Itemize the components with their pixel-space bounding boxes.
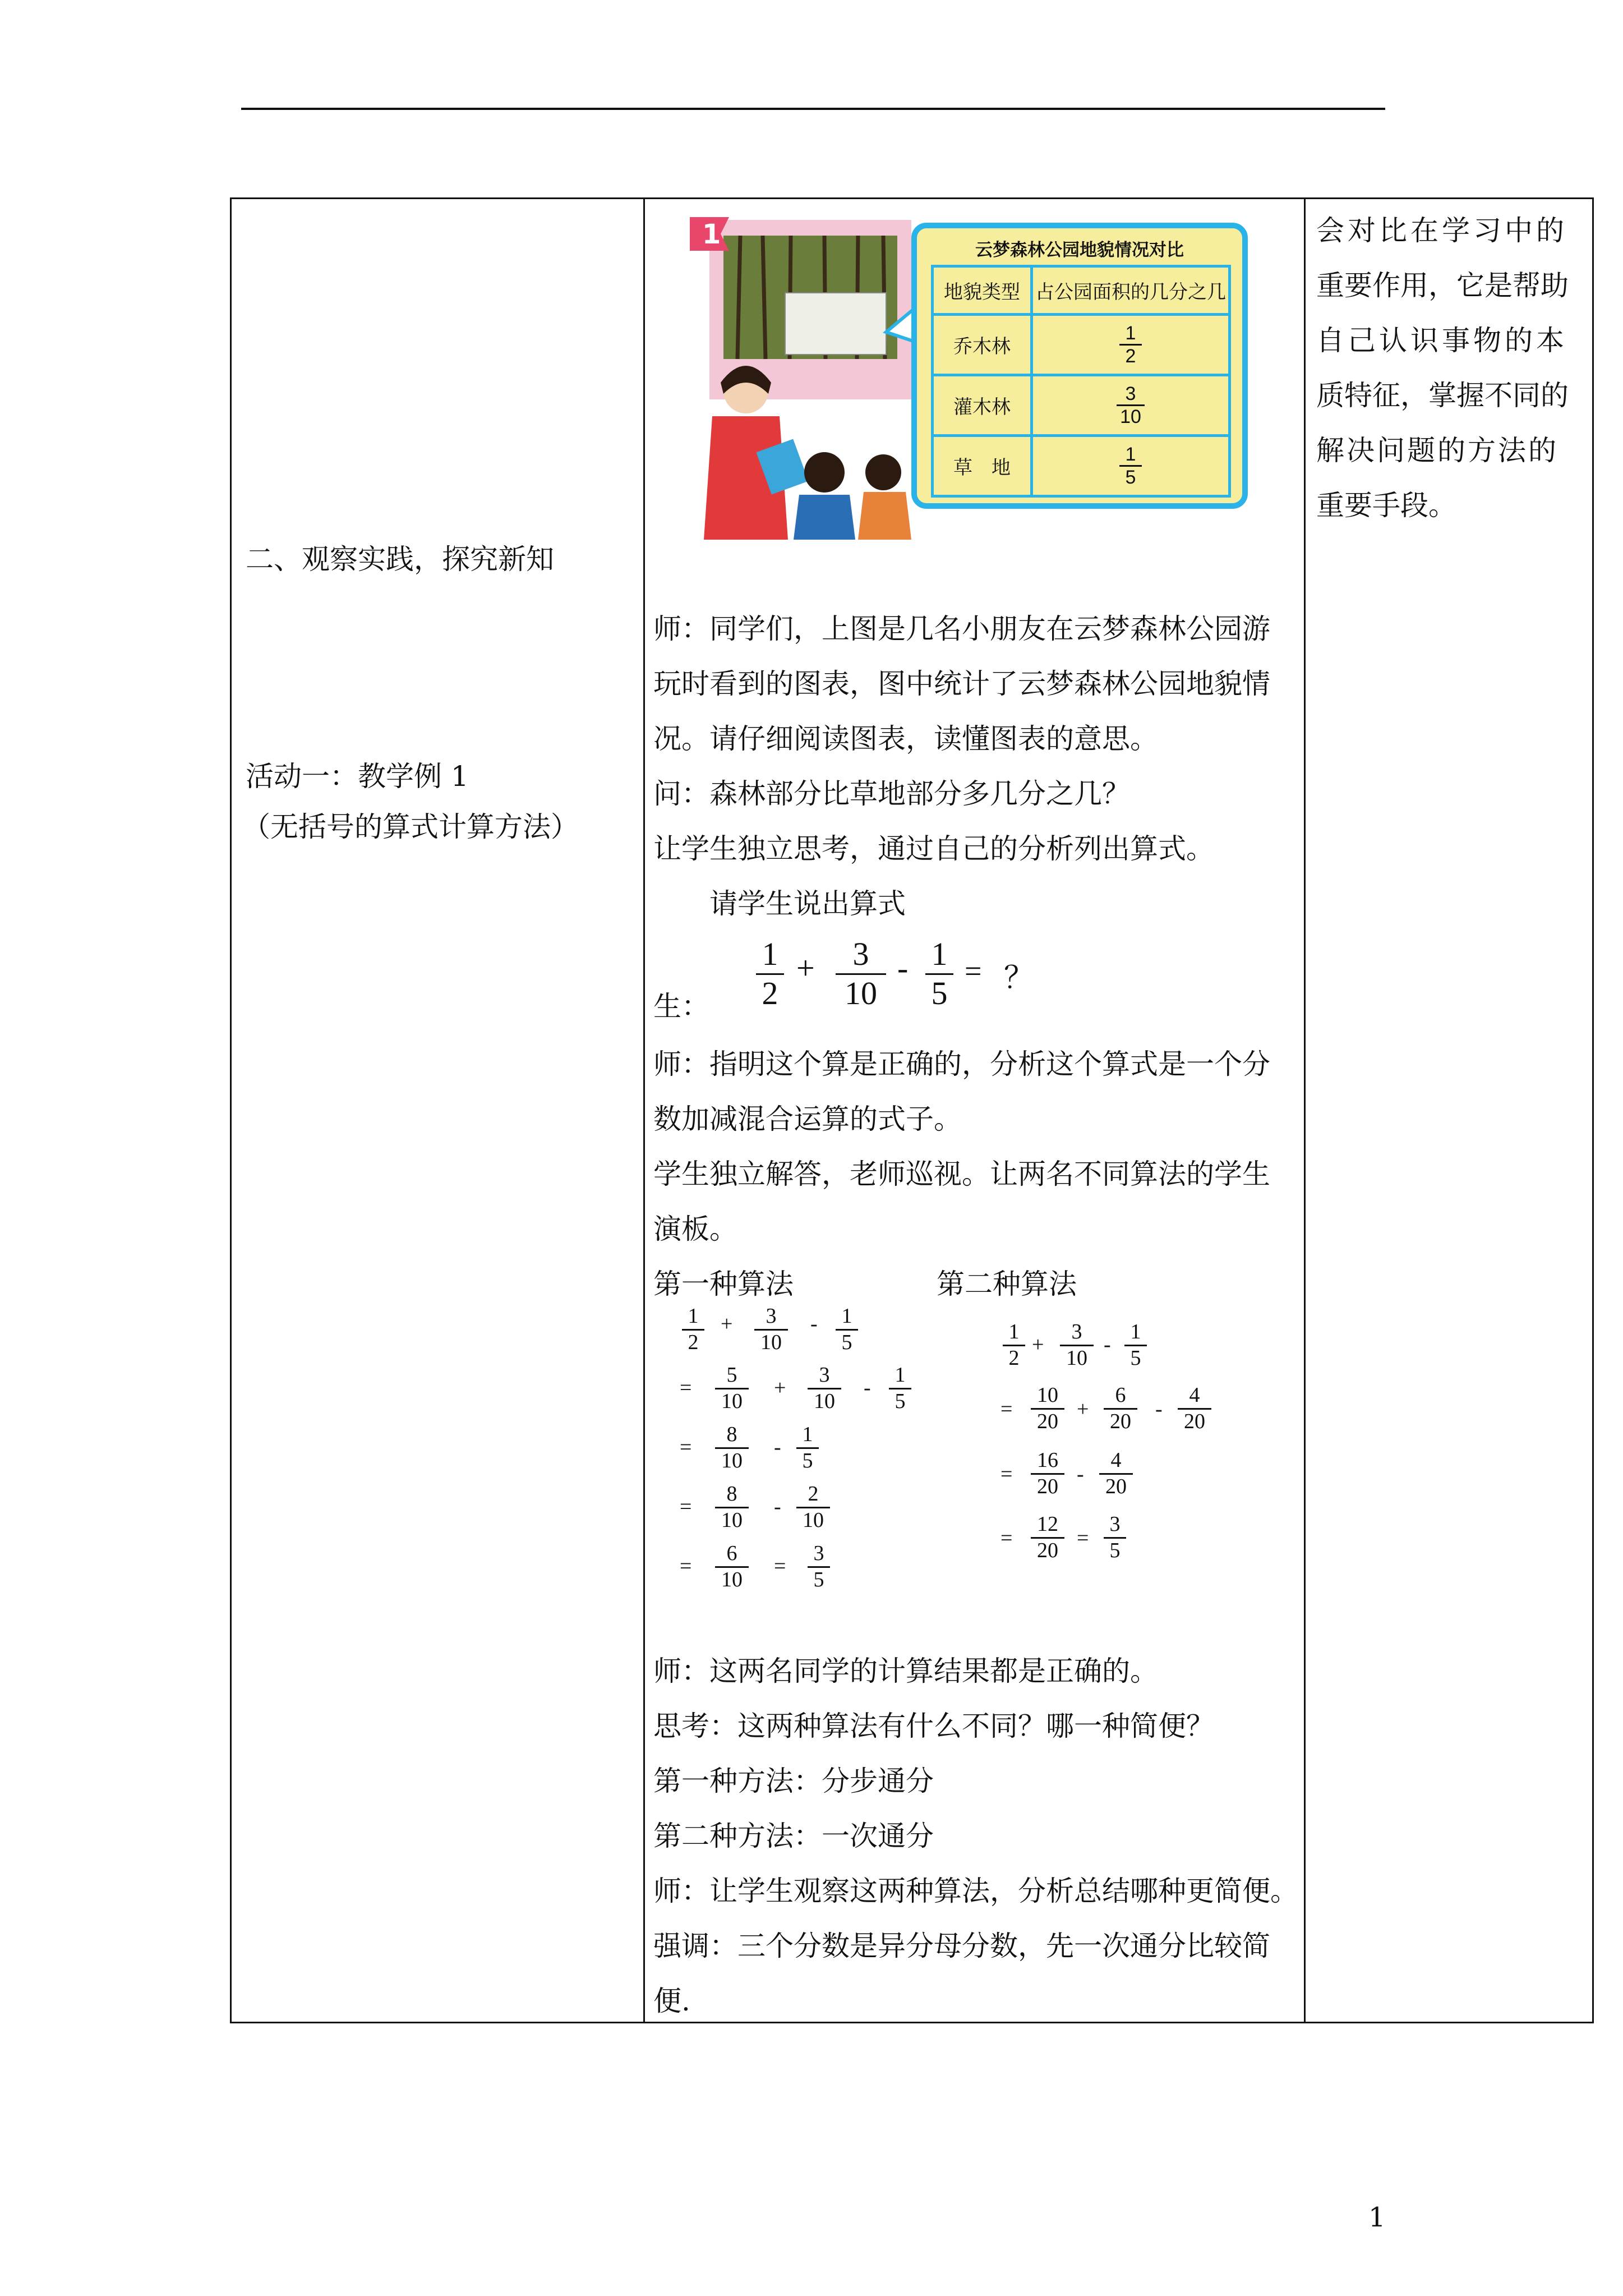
right-line: 重要手段。: [1316, 489, 1456, 522]
fraction: [1124, 1320, 1147, 1370]
right-line: 自己认识事物的本: [1316, 324, 1567, 357]
math-operator: -: [1104, 1333, 1111, 1356]
think-question: 思考：这两种算法有什么不同？哪一种简便？: [653, 1710, 1214, 1742]
table-cell-type: 灌木林: [933, 375, 1032, 436]
column-divider-2: [1304, 199, 1306, 2022]
practice-line-1: 学生独立解答，老师巡视。让两名不同算法的学生: [653, 1158, 1270, 1190]
teacher-line-2: 玩时看到的图表，图中统计了云梦森林公园地貌情: [653, 668, 1270, 700]
fraction-denominator: 5: [1130, 1346, 1141, 1370]
fraction: [1104, 1383, 1137, 1434]
instruction-text: 让学生独立思考，通过自己的分析列出算式。: [653, 832, 1214, 865]
fraction-denominator: 5: [1125, 467, 1136, 488]
fraction-numerator: 1: [1125, 323, 1136, 344]
fraction-numerator: 1: [1008, 1320, 1020, 1343]
fraction-numerator: 12: [1037, 1512, 1058, 1536]
math-operator: +: [1032, 1333, 1044, 1356]
girl-head: [865, 454, 901, 490]
fraction-denominator: 5: [841, 1330, 852, 1354]
section-title: 二、观察实践，探究新知: [246, 543, 554, 576]
math-operator: =: [680, 1376, 692, 1400]
fraction-denominator: 10: [814, 1389, 835, 1413]
fraction: [1060, 1320, 1094, 1370]
math-operator: -: [774, 1435, 781, 1459]
table-cell-fraction: [1032, 315, 1230, 375]
chart-table-title: 云梦森林公园地貌情况对比: [975, 240, 1184, 260]
fraction: [715, 1363, 749, 1414]
fraction-denominator: 20: [1105, 1474, 1127, 1498]
fraction: [1031, 1383, 1064, 1434]
practice-line-2: 演板。: [653, 1213, 737, 1245]
column-divider-1: [643, 199, 645, 2022]
fraction-denominator: 2: [1125, 346, 1136, 367]
right-line: 重要作用，它是帮助: [1316, 269, 1569, 302]
fraction-numerator: 3: [819, 1363, 830, 1387]
math-operator: -: [810, 1312, 818, 1336]
student-label: 生：: [653, 990, 709, 1023]
activity-note: （无括号的算式计算方法）: [242, 811, 579, 843]
fraction-numerator: 1: [802, 1423, 813, 1446]
fraction-numerator: 8: [726, 1423, 737, 1446]
badge-number: 1: [702, 219, 721, 250]
fraction-numerator: 4: [1189, 1383, 1200, 1407]
method-1-summary: 第一种方法：分步通分: [653, 1765, 934, 1797]
fraction: [796, 1423, 819, 1473]
fraction-denominator: 20: [1184, 1409, 1205, 1433]
teacher-line-3: 况。请仔细阅读图表，读懂图表的意思。: [653, 723, 1158, 755]
right-column-text: [1316, 203, 1580, 533]
fraction-numerator: 1: [931, 936, 948, 972]
fraction-denominator: 2: [762, 974, 778, 1011]
fraction-denominator: 20: [1037, 1538, 1058, 1562]
fraction-numerator: 3: [766, 1304, 777, 1328]
fraction: [715, 1482, 749, 1533]
girl-body: [858, 492, 911, 540]
table-header: 地貌类型: [933, 266, 1032, 315]
fraction: [889, 1363, 911, 1414]
fraction-numerator: 3: [1125, 383, 1136, 404]
fraction-denominator: 5: [1109, 1538, 1121, 1562]
math-operator: +: [721, 1312, 733, 1336]
fraction-denominator: 2: [1008, 1346, 1020, 1370]
math-operator: -: [1077, 1462, 1084, 1486]
fraction: [836, 936, 886, 1012]
fraction-denominator: 20: [1037, 1474, 1058, 1498]
right-line: 会对比在学习中的: [1316, 214, 1567, 247]
method-2-summary: 第二种方法：一次通分: [653, 1820, 934, 1852]
fraction-numerator: 10: [1037, 1383, 1058, 1407]
mini-table: [785, 293, 886, 355]
fraction-denominator: 10: [721, 1448, 743, 1473]
math-operator: =: [1000, 1462, 1013, 1486]
method-2-title: 第二种算法: [937, 1268, 1077, 1300]
math-operator: =: [680, 1554, 692, 1578]
fraction-denominator: 10: [721, 1389, 743, 1413]
fraction-numerator: 1: [895, 1363, 906, 1387]
header-rule: [241, 108, 1385, 110]
fraction-numerator: 1: [841, 1304, 852, 1328]
fraction-numerator: 2: [808, 1482, 819, 1506]
fraction: [682, 1304, 704, 1355]
table-cell-fraction: [1032, 375, 1230, 436]
method-1-title: 第一种算法: [653, 1268, 794, 1300]
fraction-denominator: 5: [813, 1567, 824, 1591]
right-line: 解决问题的方法的: [1316, 434, 1559, 467]
prompt-text: 请学生说出算式: [709, 887, 906, 920]
fraction: [1099, 1448, 1133, 1499]
fraction: [1003, 1320, 1025, 1370]
math-operator: =: [1000, 1397, 1013, 1421]
math-operator: =: [774, 1554, 786, 1578]
fraction: [808, 1363, 841, 1414]
table-header: 占公园面积的几分之几: [1032, 266, 1230, 315]
fraction: [808, 1542, 830, 1592]
math-operator: -: [1155, 1397, 1163, 1421]
fraction-numerator: 1: [762, 936, 778, 972]
fraction-numerator: 8: [726, 1482, 737, 1506]
math-operator: +: [774, 1376, 786, 1400]
boy-head: [804, 452, 845, 493]
fraction-denominator: 20: [1110, 1409, 1131, 1433]
fraction: [756, 936, 784, 1012]
fraction: [754, 1304, 788, 1355]
fraction: [796, 1482, 830, 1533]
boy-body: [794, 495, 855, 540]
teacher-analysis-2: 数加减混合运算的式子。: [653, 1103, 962, 1135]
table-cell-type: 草 地: [933, 436, 1032, 496]
fraction-denominator: 10: [1120, 406, 1141, 427]
fraction: [715, 1423, 749, 1473]
math-operator: +: [1077, 1397, 1089, 1421]
fraction: [715, 1542, 749, 1592]
teacher-conclusion: 师：这两名同学的计算结果都是正确的。: [653, 1655, 1158, 1687]
teacher-analysis-1: 师：指明这个算是正确的，分析这个算式是一个分: [653, 1048, 1270, 1080]
fraction-numerator: 1: [1130, 1320, 1141, 1343]
teacher-line-1: 师：同学们，上图是几名小朋友在云梦森林公园游: [653, 613, 1270, 645]
fraction-numerator: 1: [1125, 444, 1136, 465]
math-operator: =: [1077, 1526, 1089, 1550]
fraction-denominator: 10: [721, 1567, 743, 1591]
math-operator: -: [897, 950, 909, 986]
emphasis-line-1: 强调：三个分数是异分母分数，先一次通分比较简: [653, 1930, 1270, 1962]
fraction-numerator: 6: [726, 1542, 737, 1565]
fraction-denominator: 10: [721, 1508, 743, 1532]
fraction-denominator: 5: [931, 974, 948, 1011]
table-cell-type: 乔木林: [933, 315, 1032, 375]
fraction: [1104, 1512, 1126, 1563]
fraction-denominator: 10: [760, 1330, 782, 1354]
emphasis-line-2: 便.: [653, 1985, 690, 2017]
page-number: 1: [1368, 2202, 1386, 2233]
fraction-denominator: 10: [845, 974, 877, 1011]
example-illustration: [679, 209, 1251, 540]
math-operator: =: [680, 1495, 692, 1519]
question-text: 问：森林部分比草地部分多几分之几？: [653, 777, 1130, 810]
math-operator: +: [796, 950, 815, 986]
activity-title: 活动一：教学例 1: [246, 760, 469, 793]
fraction-denominator: 2: [688, 1330, 699, 1354]
math-operator: ？: [1004, 961, 1034, 995]
math-operator: -: [864, 1376, 871, 1400]
fraction: [836, 1304, 858, 1355]
terrain-table: [931, 265, 1231, 498]
fraction-numerator: 6: [1115, 1383, 1126, 1407]
fraction-numerator: 3: [852, 936, 869, 972]
fraction-denominator: 20: [1037, 1409, 1058, 1433]
table-cell-fraction: [1032, 436, 1230, 496]
math-operator: =: [1000, 1526, 1013, 1550]
fraction-numerator: 4: [1110, 1448, 1122, 1472]
fraction-numerator: 3: [1071, 1320, 1082, 1343]
fraction-numerator: 3: [1109, 1512, 1121, 1536]
math-operator: =: [680, 1435, 692, 1459]
fraction-denominator: 5: [895, 1389, 906, 1413]
teacher-observe: 师：让学生观察这两种算法，分析总结哪种更简便。: [653, 1875, 1298, 1907]
fraction: [1031, 1512, 1064, 1563]
math-operator: =: [965, 954, 982, 988]
fraction-numerator: 1: [688, 1304, 699, 1328]
math-operator: -: [774, 1495, 781, 1519]
fraction-numerator: 16: [1037, 1448, 1058, 1472]
fraction-numerator: 3: [813, 1542, 824, 1565]
fraction: [925, 936, 953, 1012]
fraction: [1031, 1448, 1064, 1499]
right-line: 质特征，掌握不同的: [1316, 379, 1569, 412]
fraction-denominator: 10: [803, 1508, 824, 1532]
fraction-denominator: 10: [1066, 1346, 1087, 1370]
fraction-numerator: 5: [726, 1363, 737, 1387]
fraction: [1178, 1383, 1211, 1434]
fraction-denominator: 5: [802, 1448, 813, 1473]
